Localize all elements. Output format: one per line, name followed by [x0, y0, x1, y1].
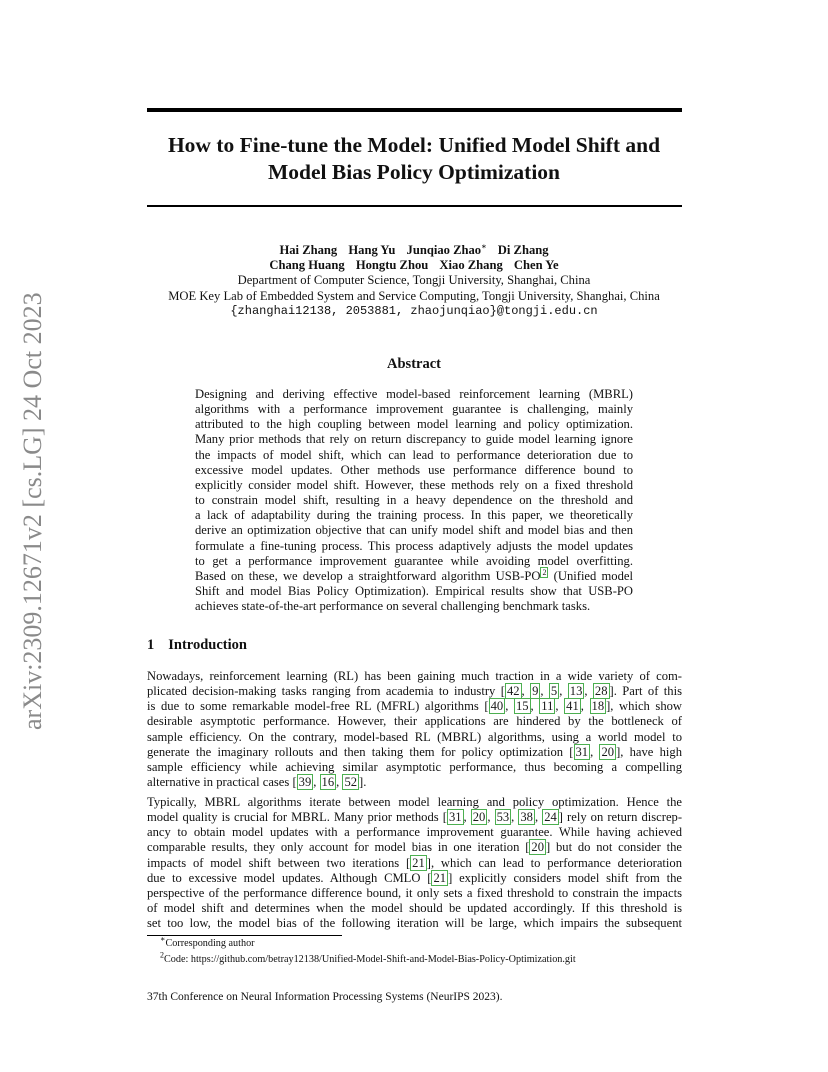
author-name: Di Zhang	[497, 243, 549, 257]
author-name: Junqiao Zhao∗	[406, 241, 487, 257]
citation-link[interactable]: 28	[594, 684, 608, 699]
citation-link[interactable]: 5	[550, 684, 558, 699]
citation-link[interactable]: 18	[591, 699, 605, 714]
author-name: Hang Yu	[348, 243, 396, 257]
author-row-1	[130, 243, 698, 258]
abstract-line: a lack of adaptability during the training process. In this paper, we theoretically	[195, 508, 633, 523]
text-line: model quality is crucial for MBRL. Many prior methods [ 31 , 20 , 53 , 38 , 24 ] rely on return discrep-	[147, 810, 683, 825]
footnote-ref[interactable]: 2	[542, 567, 547, 577]
text-line: plicated decision-making tasks ranging from academia to industry [ 42 , 9 , 5 , 13 , 28 ]. Part of this	[147, 684, 683, 699]
author-name: Hongtu Zhou	[355, 258, 429, 273]
footnote-mark: ∗	[160, 934, 166, 944]
paper-title	[130, 132, 698, 186]
abstract-line: attributed to the high coupling between model learning and policy optimization.	[195, 417, 633, 432]
citation-link[interactable]: 20	[601, 744, 615, 759]
arxiv-stamp: arXiv:2309.12671v2 [cs.LG] 24 Oct 2023	[18, 292, 47, 730]
text-line: perspective of the performance difference bound, it only sets a fixed threshold to constrain the impacts	[147, 885, 682, 900]
abstract-line: algorithms with a performance improvement guarantee is challenging, mainly	[195, 402, 633, 417]
section-heading	[147, 637, 247, 654]
abstract-line: derive an optimization objective that can unify model shift and model bias and then	[195, 523, 633, 538]
abstract-line: Shift and model Bias Policy Optimization). Empirical results show that USB-PO	[195, 584, 633, 599]
citation-link[interactable]: 15	[515, 699, 529, 714]
citation-link[interactable]: 20	[472, 810, 486, 825]
text-line: due to excessive model updates. Although CMLO [ 21 ] explicitly considers model shift from the	[147, 870, 682, 885]
abstract-line: excessive model updates. Other methods use performance difference bound to	[195, 462, 633, 477]
abstract-line: to constrain model shift, resulting in a heavy dependence on the threshold and	[195, 493, 633, 508]
citation-link[interactable]: 20	[531, 840, 544, 855]
citation-link[interactable]: 40	[490, 699, 504, 714]
abstract-line: to get a performance improvement guarantee while avoiding model overfitting.	[195, 553, 633, 568]
citation-link[interactable]: 21	[433, 870, 447, 885]
text-line: impacts of model shift between two iterations [ 21 ], which can lead to performance deterioration	[147, 855, 682, 870]
text-line: Typically, MBRL algorithms iterate between model learning and policy optimization. Hence the	[147, 795, 682, 809]
section-title: Introduction	[168, 637, 247, 653]
footnote-2	[160, 950, 576, 965]
title-top-rule	[147, 108, 682, 112]
citation-link[interactable]: 16	[321, 775, 335, 790]
footnote-rule	[147, 935, 342, 936]
text-line: set too low, the model bias of the following iteration will be large, which impairs the subsequent	[147, 916, 682, 931]
abstract-line: achieves state-of-the-art performance on several challenging benchmark tasks.	[195, 599, 591, 614]
text-line: generate the imaginary rollouts and then taking them for policy optimization [ 31 , 20 ], have high	[147, 744, 682, 759]
abstract-line: formulate a fine-tuning process. This process adaptively adjusts the model updates	[195, 538, 633, 553]
corresponding-mark: ∗	[481, 241, 487, 251]
abstract-line: Based on these, we develop a straightforward algorithm USB-PO $^2$ (Unified model	[195, 567, 633, 583]
citation-link[interactable]: 9	[532, 684, 539, 699]
citation-link[interactable]: 53	[496, 810, 510, 825]
conference-note: 37th Conference on Neural Information Processing Systems (NeurIPS 2023).	[147, 991, 503, 1003]
abstract-body	[195, 387, 633, 614]
abstract-heading: Abstract	[387, 356, 441, 372]
citation-link[interactable]: 31	[448, 810, 462, 825]
citation-link[interactable]: 11	[541, 699, 554, 714]
abstract-line: Designing and deriving effective model-based reinforcement learning (MBRL)	[195, 387, 633, 401]
citation-link[interactable]: 42	[506, 684, 520, 699]
affiliation-2: MOE Key Lab of Embedded System and Service Computing, Tongji University, Shanghai, China	[168, 288, 660, 303]
citation-link[interactable]: 13	[569, 684, 583, 699]
citation-link[interactable]: 24	[544, 810, 557, 825]
abstract-line: Many prior methods that rely on return discrepancy to guide model learning ignore	[195, 432, 633, 447]
text-line: desirable asymptotic performance. However, their applications are hindered by the bottleneck of	[147, 714, 682, 729]
text-line: ancy to obtain model updates with a performance improvement guarantee. While having achieved	[147, 825, 682, 840]
code-link[interactable]: Code: https://github.com/betray12138/Unified-Model-Shift-and-Model-Bias-Policy-Optimization.git	[164, 954, 576, 965]
title-bottom-rule	[147, 205, 682, 207]
affiliation-1: Department of Computer Science, Tongji University, Shanghai, China	[237, 273, 591, 288]
citation-link[interactable]: 31	[575, 744, 589, 759]
author-name: Xiao Zhang	[439, 258, 503, 273]
citation-link[interactable]: 41	[566, 699, 579, 714]
abstract-line: explicitly consider model shift. However, these methods rely on a fixed threshold	[195, 477, 633, 492]
abstract-line: the impacts of model shift, which can lead to performance deterioration due to	[195, 447, 633, 462]
citation-link[interactable]: 21	[412, 855, 425, 870]
author-name: Chang Huang	[269, 258, 345, 273]
intro-paragraph-1	[147, 669, 682, 790]
author-name: Chen Ye	[513, 258, 559, 273]
author-row-2	[130, 258, 698, 273]
text-line: Nowadays, reinforcement learning (RL) has been gaining much traction in a wide variety of com-	[147, 669, 682, 683]
text-line: alternative in practical cases [ 39 , 16 , 52 ].	[147, 775, 367, 790]
author-name: Hai Zhang	[279, 243, 338, 257]
citation-link[interactable]: 38	[520, 810, 533, 825]
section-number: 1	[147, 637, 155, 653]
text-line: sample efficiency. On the contrary, model-based RL (MBRL) algorithms, using a world model to	[147, 729, 682, 744]
citation-link[interactable]: 52	[344, 775, 358, 790]
citation-link[interactable]: 39	[298, 775, 312, 790]
author-block	[130, 243, 698, 319]
text-line: of model shift and determines when the model should be updated accordingly. If this threshold is	[147, 901, 682, 916]
title-line-2: Model Bias Policy Optimization	[267, 160, 561, 184]
text-line: comparable results, they only account for model bias in one iteration [ 20 ] but do not consider the	[147, 840, 683, 855]
author-emails: {zhanghai12138, 2053881, zhaojunqiao}@tongji.edu.cn	[230, 303, 598, 318]
text-line: is due to some remarkable model-free RL (MFRL) algorithms [ 40 , 15 , 11 , 41 , 18 ], which show	[147, 699, 683, 714]
footnote-1: ∗Corresponding author	[160, 934, 255, 949]
intro-paragraph-2	[147, 795, 682, 931]
footnote-mark: 2	[160, 950, 164, 960]
title-line-1: How to Fine-tune the Model: Unified Model Shift and	[167, 133, 661, 157]
text-line: sample efficiency while achieving similar asymptotic performance, thus becoming a compelling	[147, 759, 682, 774]
